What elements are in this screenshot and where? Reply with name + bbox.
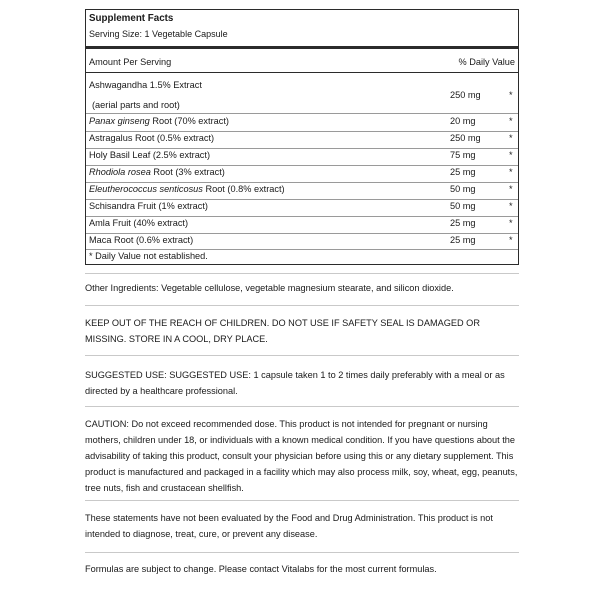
ingredient-latin-name: Panax ginseng (89, 116, 150, 126)
ingredient-name: Ashwagandha 1.5% Extract (89, 80, 202, 90)
ingredient-name-text: Root (0.8% extract) (202, 184, 285, 194)
ingredient-name-text: Root (3% extract) (150, 167, 225, 177)
ingredient-row (86, 115, 518, 132)
supplement-facts-panel (85, 9, 519, 265)
other-ingredients: Other Ingredients: Vegetable cellulose, vegetable magnesium stearate, and silicon dioxide. (85, 283, 454, 293)
ingredient-name (89, 236, 193, 245)
suggested-use: SUGGESTED USE: SUGGESTED USE: 1 capsule taken 1 to 2 times daily preferably with a meal or as directed by a healthcare professional. (85, 370, 505, 396)
ingredient-amount: 250 mg (450, 133, 481, 143)
ingredient-daily-value: * (509, 235, 513, 245)
ingredient-amount: 25 mg (450, 218, 476, 228)
section-divider (85, 355, 519, 356)
ingredient-amount: 25 mg (450, 167, 476, 177)
amount-per-serving-header: Amount Per Serving (89, 57, 172, 67)
ingredient-row (86, 234, 518, 251)
ingredient-name-text: Astragalus Root (0.5% extract) (89, 133, 215, 143)
section-divider (85, 273, 519, 274)
ingredient-name-text: Maca Root (0.6% extract) (89, 235, 194, 245)
section-divider (85, 305, 519, 306)
ingredient-subtitle: (aerial parts and root) (92, 100, 180, 110)
daily-value-header: % Daily Value (458, 57, 515, 67)
facts-title: Supplement Facts (89, 13, 174, 24)
fda-statement: These statements have not been evaluated by the Food and Drug Administration. This product is not intended to diagnose, treat, cure, or prevent any disease. (85, 513, 493, 539)
formulas-note: Formulas are subject to change. Please contact Vitalabs for the most current formulas. (85, 564, 437, 574)
ingredient-name-text: Holy Basil Leaf (2.5% extract) (89, 150, 211, 160)
ingredient-daily-value: * (509, 116, 513, 126)
ingredient-amount: 50 mg (450, 201, 476, 211)
ingredient-name-text: Amla Fruit (40% extract) (89, 218, 189, 228)
ingredient-latin-name: Rhodiola rosea (89, 167, 151, 177)
ingredient-row (86, 217, 518, 234)
ingredient-daily-value: * (509, 133, 513, 143)
section-divider (85, 552, 519, 553)
ingredient-row (86, 183, 518, 200)
section-divider (85, 406, 519, 407)
ingredient-latin-name: Eleutherococcus senticosus (89, 184, 203, 194)
facts-rule-thick (86, 46, 518, 49)
ingredient-name (89, 151, 210, 160)
ingredient-name (89, 168, 225, 177)
ingredient-name (89, 117, 229, 126)
ingredient-name-text: Schisandra Fruit (1% extract) (89, 201, 208, 211)
ingredient-name-text: Root (70% extract) (149, 116, 229, 126)
facts-footnote: * Daily Value not established. (89, 251, 208, 261)
ingredient-daily-value: * (509, 90, 513, 100)
safety-warning: KEEP OUT OF THE REACH OF CHILDREN. DO NOT USE IF SAFETY SEAL IS DAMAGED OR MISSING. STORE IN A COOL, DRY PLACE. (85, 318, 480, 344)
ingredient-amount: 20 mg (450, 116, 476, 126)
ingredient-row (86, 200, 518, 217)
ingredient-name (89, 134, 214, 143)
ingredient-amount: 75 mg (450, 150, 476, 160)
ingredient-name (89, 202, 208, 211)
ingredient-name (89, 185, 285, 194)
ingredient-amount: 50 mg (450, 184, 476, 194)
ingredient-amount: 25 mg (450, 235, 476, 245)
ingredient-amount: 250 mg (450, 90, 481, 100)
ingredient-daily-value: * (509, 218, 513, 228)
ingredient-daily-value: * (509, 167, 513, 177)
section-divider (85, 500, 519, 501)
row-divider (86, 113, 518, 114)
ingredient-row (86, 166, 518, 183)
facts-rule-thin (86, 72, 518, 73)
ingredient-daily-value: * (509, 201, 513, 211)
ingredient-name (89, 219, 188, 228)
ingredient-daily-value: * (509, 184, 513, 194)
ingredient-row (86, 149, 518, 166)
ingredient-daily-value: * (509, 150, 513, 160)
serving-size: Serving Size: 1 Vegetable Capsule (89, 29, 228, 39)
ingredient-row (86, 132, 518, 149)
caution-text: CAUTION: Do not exceed recommended dose. This product is not intended for pregnant or nursing mothers, children under 18, or individuals with a known medical condition. If you have questions about the advisability of taking this product, consult your physician before using this or any dietary supplement. This product is manufactured and packaged in a facility which may also process milk, soy, wheat, egg, peanuts, tree nuts, fish and crustacean shellfish. (85, 419, 518, 493)
